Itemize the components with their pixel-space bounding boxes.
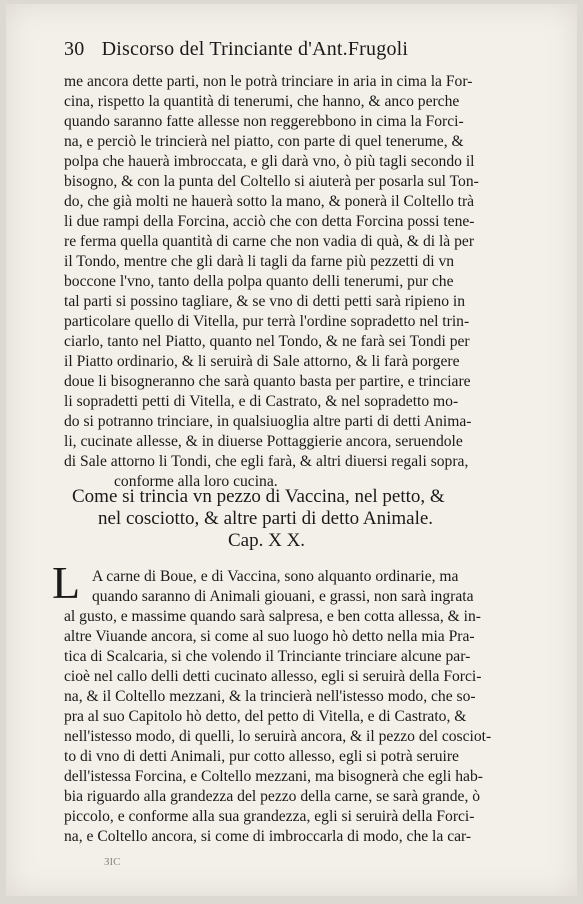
text-line: particolare quello di Vitella, pur terrà l'ordine sopradetto nel trin- [64,313,470,330]
text-line: altre Viuande ancora, si come al suo luogo hò detto nella mia Pra- [64,628,475,645]
text-line: al gusto, e massime quando sarà salpresa, e ben cotta allessa, & in- [64,608,482,625]
text-line: li sopradetti petti di Vitella, e di Castrato, & nel sopradetto mo- [64,393,459,410]
text-line: quando saranno fatte allesse non reggerebbono in cima la Forci- [64,113,464,130]
text-line: tal parti si possino tagliare, & se vno di detti petti sarà ripieno in [64,293,466,310]
text-line: dell'istessa Forcina, e Coltello mezzani, ma bisognerà che egli hab- [64,768,483,785]
running-header [64,38,408,61]
text-line: li, cucinate allesse, & in diuerse Pottaggierie ancora, seruendole [64,433,463,450]
text-line: na, e perciò le trincierà nel piatto, con parte di quel tenerume, & [64,133,464,150]
text-line: bisogno, & con la punta del Coltello si aiuterà per posarla sul Ton- [64,173,479,190]
text-line: na, & il Coltello mezzani, & la trincierà nell'istesso modo, che so- [64,688,476,705]
chapter-title-line: nel cosciotto, & altre parti di detto Animale. [98,508,434,529]
text-line: na, e Coltello ancora, si come di imbroccarla di modo, che la car- [64,828,472,845]
text-line: conforme alla loro cucina. [114,473,278,490]
text-line: re ferma quella quantità di carne che non vadia di quà, & di là per [64,233,475,250]
text-line: do, che già molti ne hauerà sotto la mano, & ponerà il Coltello trà [64,193,475,210]
text-line: cina, rispetto la quantità di tenerumi, che hanno, & anco perche [64,93,460,110]
text-line: ciarlo, tanto nel Piatto, quanto nel Tondo, & ne farà sei Tondi per [64,333,470,350]
text-line: boccone l'vno, tanto della polpa quanto delli tenerumi, pur che [64,273,454,290]
chapter-number: Cap. X X. [228,530,306,551]
chapter-title-line: Come si trincia vn pezzo di Vaccina, nel petto, & [72,486,445,507]
running-title: Discorso del Trinciante d'Ant.Frugoli [101,38,409,60]
text-line: tica di Scalcaria, si che volendo il Trinciante trinciare alcune par- [64,648,471,665]
text-line: li due rampi della Forcina, acciò che con detta Forcina possi tene- [64,213,475,230]
text-line: cioè nel callo delli detti cucinato allesso, egli si seruirà della Forci- [64,668,482,685]
page-number: 30 [64,38,85,60]
text-line: il Piatto ordinario, & li seruirà di Sale attorno, & li farà porgere [64,353,460,370]
text-line: polpa che hauerà imbroccata, e gli darà vno, ò più tagli secondo il [64,153,475,170]
text-line: pra al suo Capitolo hò detto, del petto di Vitella, e di Castrato, & [64,708,467,725]
text-line: bia riguardo alla grandezza del pezzo della carne, se sarà grande, ò [64,788,481,805]
signature-mark: ЗІС [104,856,121,868]
text-line: to di vno di detti Animali, pur cotto allesso, egli si potrà seruire [64,748,459,765]
text-line: quando saranno di Animali giouani, e grassi, non sarà ingrata [92,588,474,605]
text-line: di Sale attorno li Tondi, che egli farà, & altri diuersi regali sopra, [64,453,469,470]
text-line: A carne di Boue, e di Vaccina, sono alquanto ordinarie, ma [92,568,459,585]
text-line: il Tondo, mentre che gli darà li tagli da farne più pezzetti di vn [64,253,455,270]
text-line: do si potranno trinciare, in qualsiuoglia altre parti di detti Anima- [64,413,472,430]
drop-cap: L [52,557,81,608]
book-page [6,4,577,896]
text-line: nell'istesso modo, di quelli, lo seruirà ancora, & il pezzo del cosciot- [64,728,492,745]
text-line: doue li bisogneranno che sarà quanto basta per partire, e trinciare [64,373,471,390]
text-line: piccolo, e conforme alla sua grandezza, egli si seruirà della Forci- [64,808,475,825]
text-line: me ancora dette parti, non le potrà trinciare in aria in cima la For- [64,73,473,90]
